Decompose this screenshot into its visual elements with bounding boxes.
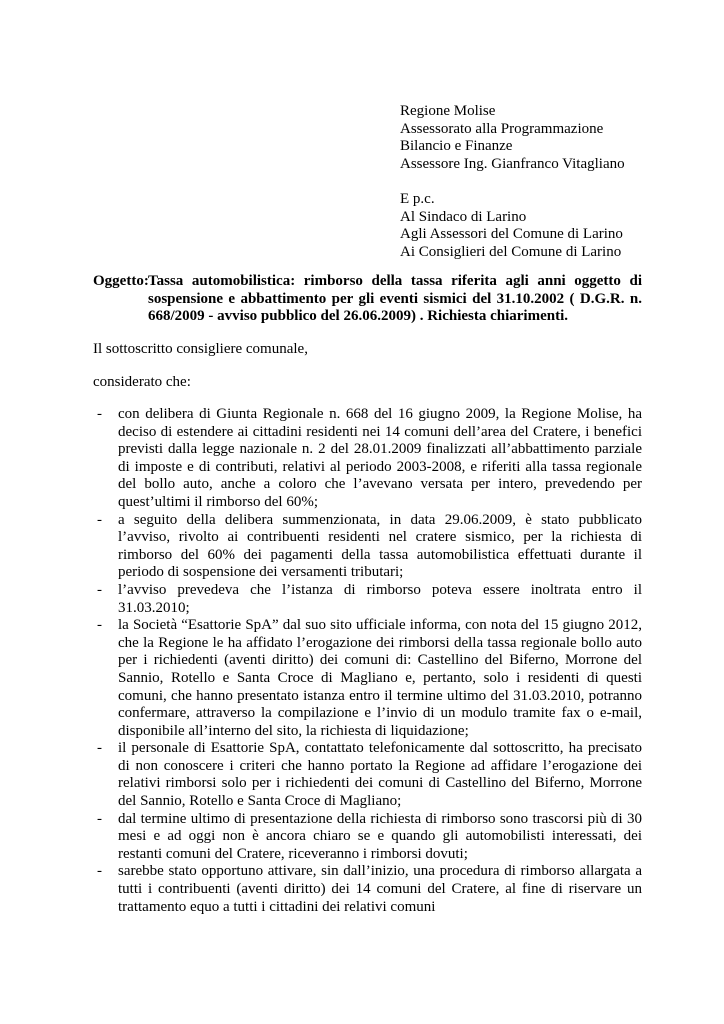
bullet-text: dal termine ultimo di presentazione della richiesta di rimborso sono trascorsi più di 30 mesi e ad oggi non è ancora chiaro se e quando gli automobilisti interessati, dei restanti comuni del Cratere, riceveranno i rimborsi dovuti; <box>118 810 642 862</box>
bullet-list <box>93 406 642 916</box>
list-item <box>93 740 642 810</box>
recipient-line: Assessorato alla Programmazione <box>400 120 604 137</box>
bullet-dash: - <box>97 863 102 880</box>
bullet-dash: - <box>97 581 102 598</box>
bullet-text: la Società “Esattorie SpA” dal suo sito ufficiale informa, con nota del 15 giugno 2012, che la Regione le ha affidato l’erogazione dei rimborsi della tassa regionale bollo auto per i richiedenti (aventi diritto) dei comuni di: Castellino del Biferno, Morrone del Sannio, Rotello e Santa Croce di Magliano e, pertanto, solo i residenti di questi comuni, che hanno presentato istanza entro il termine ultimo del 31.03.2010, potranno confermare, attraverso la compilazione e l’invio di un modulo tramite fax o e-mail, disponibile all’interno del sito, la richiesta di liquidazione; <box>118 617 642 739</box>
list-item <box>93 406 642 512</box>
bullet-dash: - <box>97 511 102 528</box>
subject-text: Tassa automobilistica: rimborso della tassa riferita agli anni oggetto di sospensione e abbattimento per gli eventi sismici del 31.10.2002 ( D.G.R. n. 668/2009 - avviso pubblico del 26.06.2009) . Richiesta chiarimenti. <box>148 273 642 325</box>
bullet-dash: - <box>97 617 102 634</box>
list-item <box>93 863 642 916</box>
recipient-line: Assessore Ing. Gianfranco Vitagliano <box>400 155 625 172</box>
bullet-text: a seguito della delibera summenzionata, in data 29.06.2009, è stato pubblicato l’avviso, rivolto ai contribuenti residenti nel cratere sismico, per la richiesta di rimborso del 60% dei pagamenti della tassa automobilistica effettuati durante il periodo di sospensione dei versamenti tributari; <box>118 511 642 581</box>
recipient-block <box>400 103 700 261</box>
list-item <box>93 811 642 864</box>
bullet-dash: - <box>97 740 102 757</box>
bullet-text: l’avviso prevedeva che l’istanza di rimborso poteva essere inoltrata entro il 31.03.2010; <box>118 581 642 616</box>
bullet-text: sarebbe stato opportuno attivare, sin dall’inizio, una procedura di rimborso allargata a tutti i contribuenti (aventi diritto) dei 14 comuni del Cratere, al fine di riservare un trattamento equo a tutti i cittadini dei relativi comuni <box>118 863 642 915</box>
cc-line: Ai Consiglieri del Comune di Larino <box>400 243 622 260</box>
considerato-paragraph: considerato che: <box>93 374 191 390</box>
recipient-line: Regione Molise <box>400 103 496 119</box>
bullet-text: con delibera di Giunta Regionale n. 668 del 16 giugno 2009, la Regione Molise, ha deciso di estendere ai cittadini residenti nei 14 comuni dell’area del Cratere, i benefici previsti dalla legge nazionale n. 2 del 28.01.2009 finalizzati all’abbattimento parziale di imposte e di contributi, relativi al periodo 2003-2008, e riferiti alla tassa regionale del bollo auto, anche a coloro che l’avevano versata per intero, prevedendo per quest’ultimi il rimborso del 60%; <box>118 406 642 510</box>
cc-line: Al Sindaco di Larino <box>400 208 527 225</box>
intro-paragraph: Il sottoscritto consigliere comunale, <box>93 341 308 357</box>
cc-line: E p.c. <box>400 190 435 207</box>
list-item <box>93 617 642 740</box>
recipient-line: Bilancio e Finanze <box>400 138 513 155</box>
subject-label: Oggetto: <box>93 273 149 289</box>
cc-line: Agli Assessori del Comune di Larino <box>400 226 623 243</box>
bullet-dash: - <box>97 810 102 827</box>
bullet-text: il personale di Esattorie SpA, contattato telefonicamente dal sottoscritto, ha precisato di non conoscere i criteri che hanno portato la Regione ad affidare l’erogazione dei relativi rimborsi solo per i richiedenti dei comuni di Castellino del Biferno, Morrone del Sannio, Rotello e Santa Croce di Magliano; <box>118 740 642 810</box>
subject-block <box>93 273 642 326</box>
spacer <box>400 173 700 191</box>
list-item <box>93 582 642 617</box>
list-item <box>93 512 642 582</box>
bullet-dash: - <box>97 406 102 422</box>
